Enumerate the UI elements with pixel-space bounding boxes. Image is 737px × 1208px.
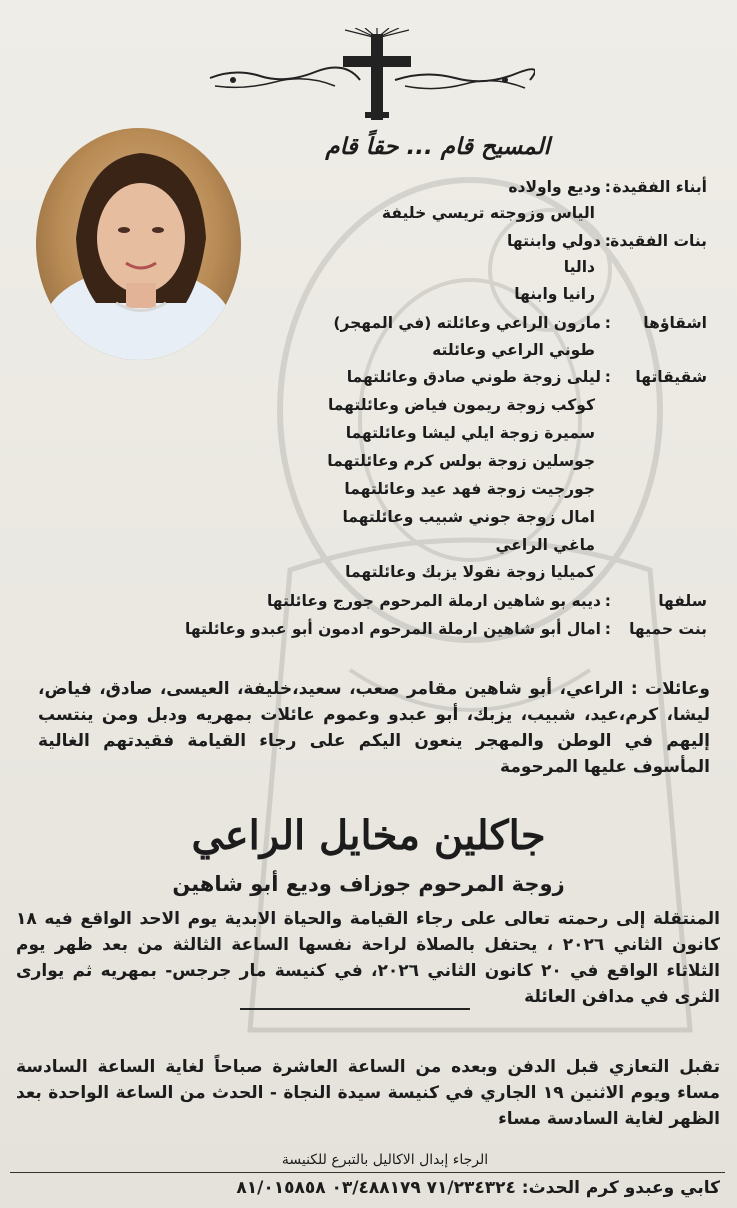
- family-name: جورجيت زوجة فهد عيد وعائلتهما: [344, 480, 595, 498]
- funeral-paragraph: المنتقلة إلى رحمته تعالى على رجاء القيامة والحياة الابدية يوم الاحد الواقع فيه ١٨ كانون الثاني ٢٠٢٦ ، يحتفل بالصلاة لراحة نفسها الساعة الثالثة من بعد ظهر يوم الثلاثاء الواقع في ٢٠ كانون الثاني ٢٠٢٦، في كنيسة مار جرجس- بمهريه ثم يوارى الثرى في مدافن العائلة: [16, 909, 720, 1007]
- family-name: دولي وابنتها: [507, 232, 601, 250]
- family-name: امال أبو شاهين ارملة المرحوم ادمون أبو عبدو وعائلتها: [185, 620, 601, 638]
- family-name: كوكب زوجة ريمون فياض وعائلتهما: [327, 396, 595, 414]
- divider: [240, 1008, 470, 1010]
- family-name: امال زوجة جوني شبيب وعائلتهما: [342, 508, 595, 526]
- obituary-page: المسيح قام ... حقاً قام أبناء الفقيدة : وديع واولاده الياس وزوجته تريسي خليفة بنات الفقيدة : دولي وابنتها داليا رانيا وابنها اشقاؤها : مارون الراعي وعائلته (في المهجر) طوني الراعي وعائلته شقيقاتها : ليلى زوجة طوني صادق وعائلتهما كوكب زوجة ريمون فياض وعائلتهما سميرة زوجة ايلي ليشا وعائلتهما جوسلين زوجة بولس كرم وعائلتهما جورجيت زوجة فهد عيد وعائلتهما امال زوجة جوني شبيب وعائلتهما ماغي الراعي كميليا زوجة نقولا يزبك وعائلتهما سلفها : ديبه بو شاهين ارملة المرحوم جورج وعائلتها بنت حميها : امال أبو شاهين ارملة المرحوم ادمون أبو عبدو وعائلتها وعائلات : الراعي، أبو شاهين مقامر صعب، سعيد،خليفة، العيسى، صادق، فياض، ليشا، كرم،عيد، شبيب، يزبك، أبو عبدو وعموم عائلات بمهريه ودبل ومن ينتسب إليهم في الوطن والمهجر ينعون اليكم على رجاء القيامة فقيدتهم الغالية المأسوف عليها المرحومة جاكلين مخايل الراعي زوجة المرحوم جوزاف وديع أبو شاهين المنتقلة إلى رحمته تعالى على رجاء القيامة والحياة الابدية يوم الاحد الواقع فيه ١٨ كانون الثاني ٢٠٢٦ ، يحتفل بالصلاة لراحة نفسها الساعة الثالثة من بعد ظهر يوم الثلاثاء الواقع في ٢٠ كانون الثاني ٢٠٢٦، في كنيسة مار جرجس- بمهريه ثم يوارى الثرى في مدافن العائلة تقبل التعازي قبل الدفن وبعده من الساعة العاشرة صباحاً لغاية الساعة السادسة مساء ويوم الاثنين ١٩ الجاري في كنيسة سيدة النجاة - الحدث من الساعة الواحدة بعد الظهر لغاية السادسة مساء الرجاء إبدال الاكاليل بالتبرع للكنيسة كابي وعبدو كرم الحدث: ٧١/٢٣٤٣٢٤ ٠٣/٤٨٨١٧٩ ٨١/٠١٥٨٥٨: [0, 0, 737, 1208]
- family-name: داليا: [563, 258, 595, 276]
- condolence-paragraph: تقبل التعازي قبل الدفن وبعده من الساعة العاشرة صباحاً لغاية الساعة السادسة مساء ويوم الاثنين ١٩ الجاري في كنيسة سيدة النجاة - الحدث من الساعة الواحدة بعد الظهر لغاية السادسة مساء: [16, 1057, 720, 1129]
- family-label: اشقاؤها: [643, 314, 707, 332]
- family-name: ديبه بو شاهين ارملة المرحوم جورج وعائلتها: [266, 592, 601, 610]
- family-name: وديع واولاده: [508, 178, 601, 196]
- cross-ornament-icon: [205, 28, 535, 123]
- flowers-note: الرجاء إبدال الاكاليل بالتبرع للكنيسة: [281, 1152, 489, 1168]
- family-label: شقيقاتها: [635, 368, 707, 386]
- family-label: بنت حميها: [629, 620, 707, 638]
- family-name: كميليا زوجة نقولا يزبك وعائلتهما: [345, 563, 595, 581]
- resurrection-headline: المسيح قام ... حقاً قام: [325, 134, 550, 160]
- family-label: أبناء الفقيدة: [612, 178, 707, 196]
- divider: [10, 1172, 725, 1173]
- deceased-portrait: [36, 128, 241, 360]
- contact-phones: كابي وعبدو كرم الحدث: ٧١/٢٣٤٣٢٤ ٠٣/٤٨٨١٧٩ ٨١/٠١٥٨٥٨: [236, 1178, 720, 1198]
- spouse-line: زوجة المرحوم جوزاف وديع أبو شاهين: [172, 872, 565, 896]
- deceased-name: جاكلين مخايل الراعي: [191, 812, 546, 859]
- family-name: سميرة زوجة ايلي ليشا وعائلتهما: [345, 424, 595, 442]
- family-name: ماغي الراعي: [495, 536, 595, 554]
- family-name: ليلى زوجة طوني صادق وعائلتهما: [346, 368, 601, 386]
- family-label: بنات الفقيدة: [610, 232, 707, 250]
- family-name: رانيا وابنها: [514, 285, 595, 303]
- families-paragraph: وعائلات : الراعي، أبو شاهين مقامر صعب، سعيد،خليفة، العيسى، صادق، فياض، ليشا، كرم،عيد، شبيب، يزبك، أبو عبدو وعموم عائلات بمهريه ودبل ومن ينتسب إليهم في الوطن والمهجر ينعون اليكم على رجاء القيامة فقيدتهم الغالية المأسوف عليها المرحومة: [38, 679, 710, 777]
- family-name: مارون الراعي وعائلته (في المهجر): [333, 314, 601, 332]
- family-name: الياس وزوجته تريسي خليفة: [381, 204, 595, 222]
- family-name: جوسلين زوجة بولس كرم وعائلتهما: [327, 452, 595, 470]
- family-label: سلفها: [658, 592, 707, 610]
- family-name: طوني الراعي وعائلته: [432, 341, 595, 359]
